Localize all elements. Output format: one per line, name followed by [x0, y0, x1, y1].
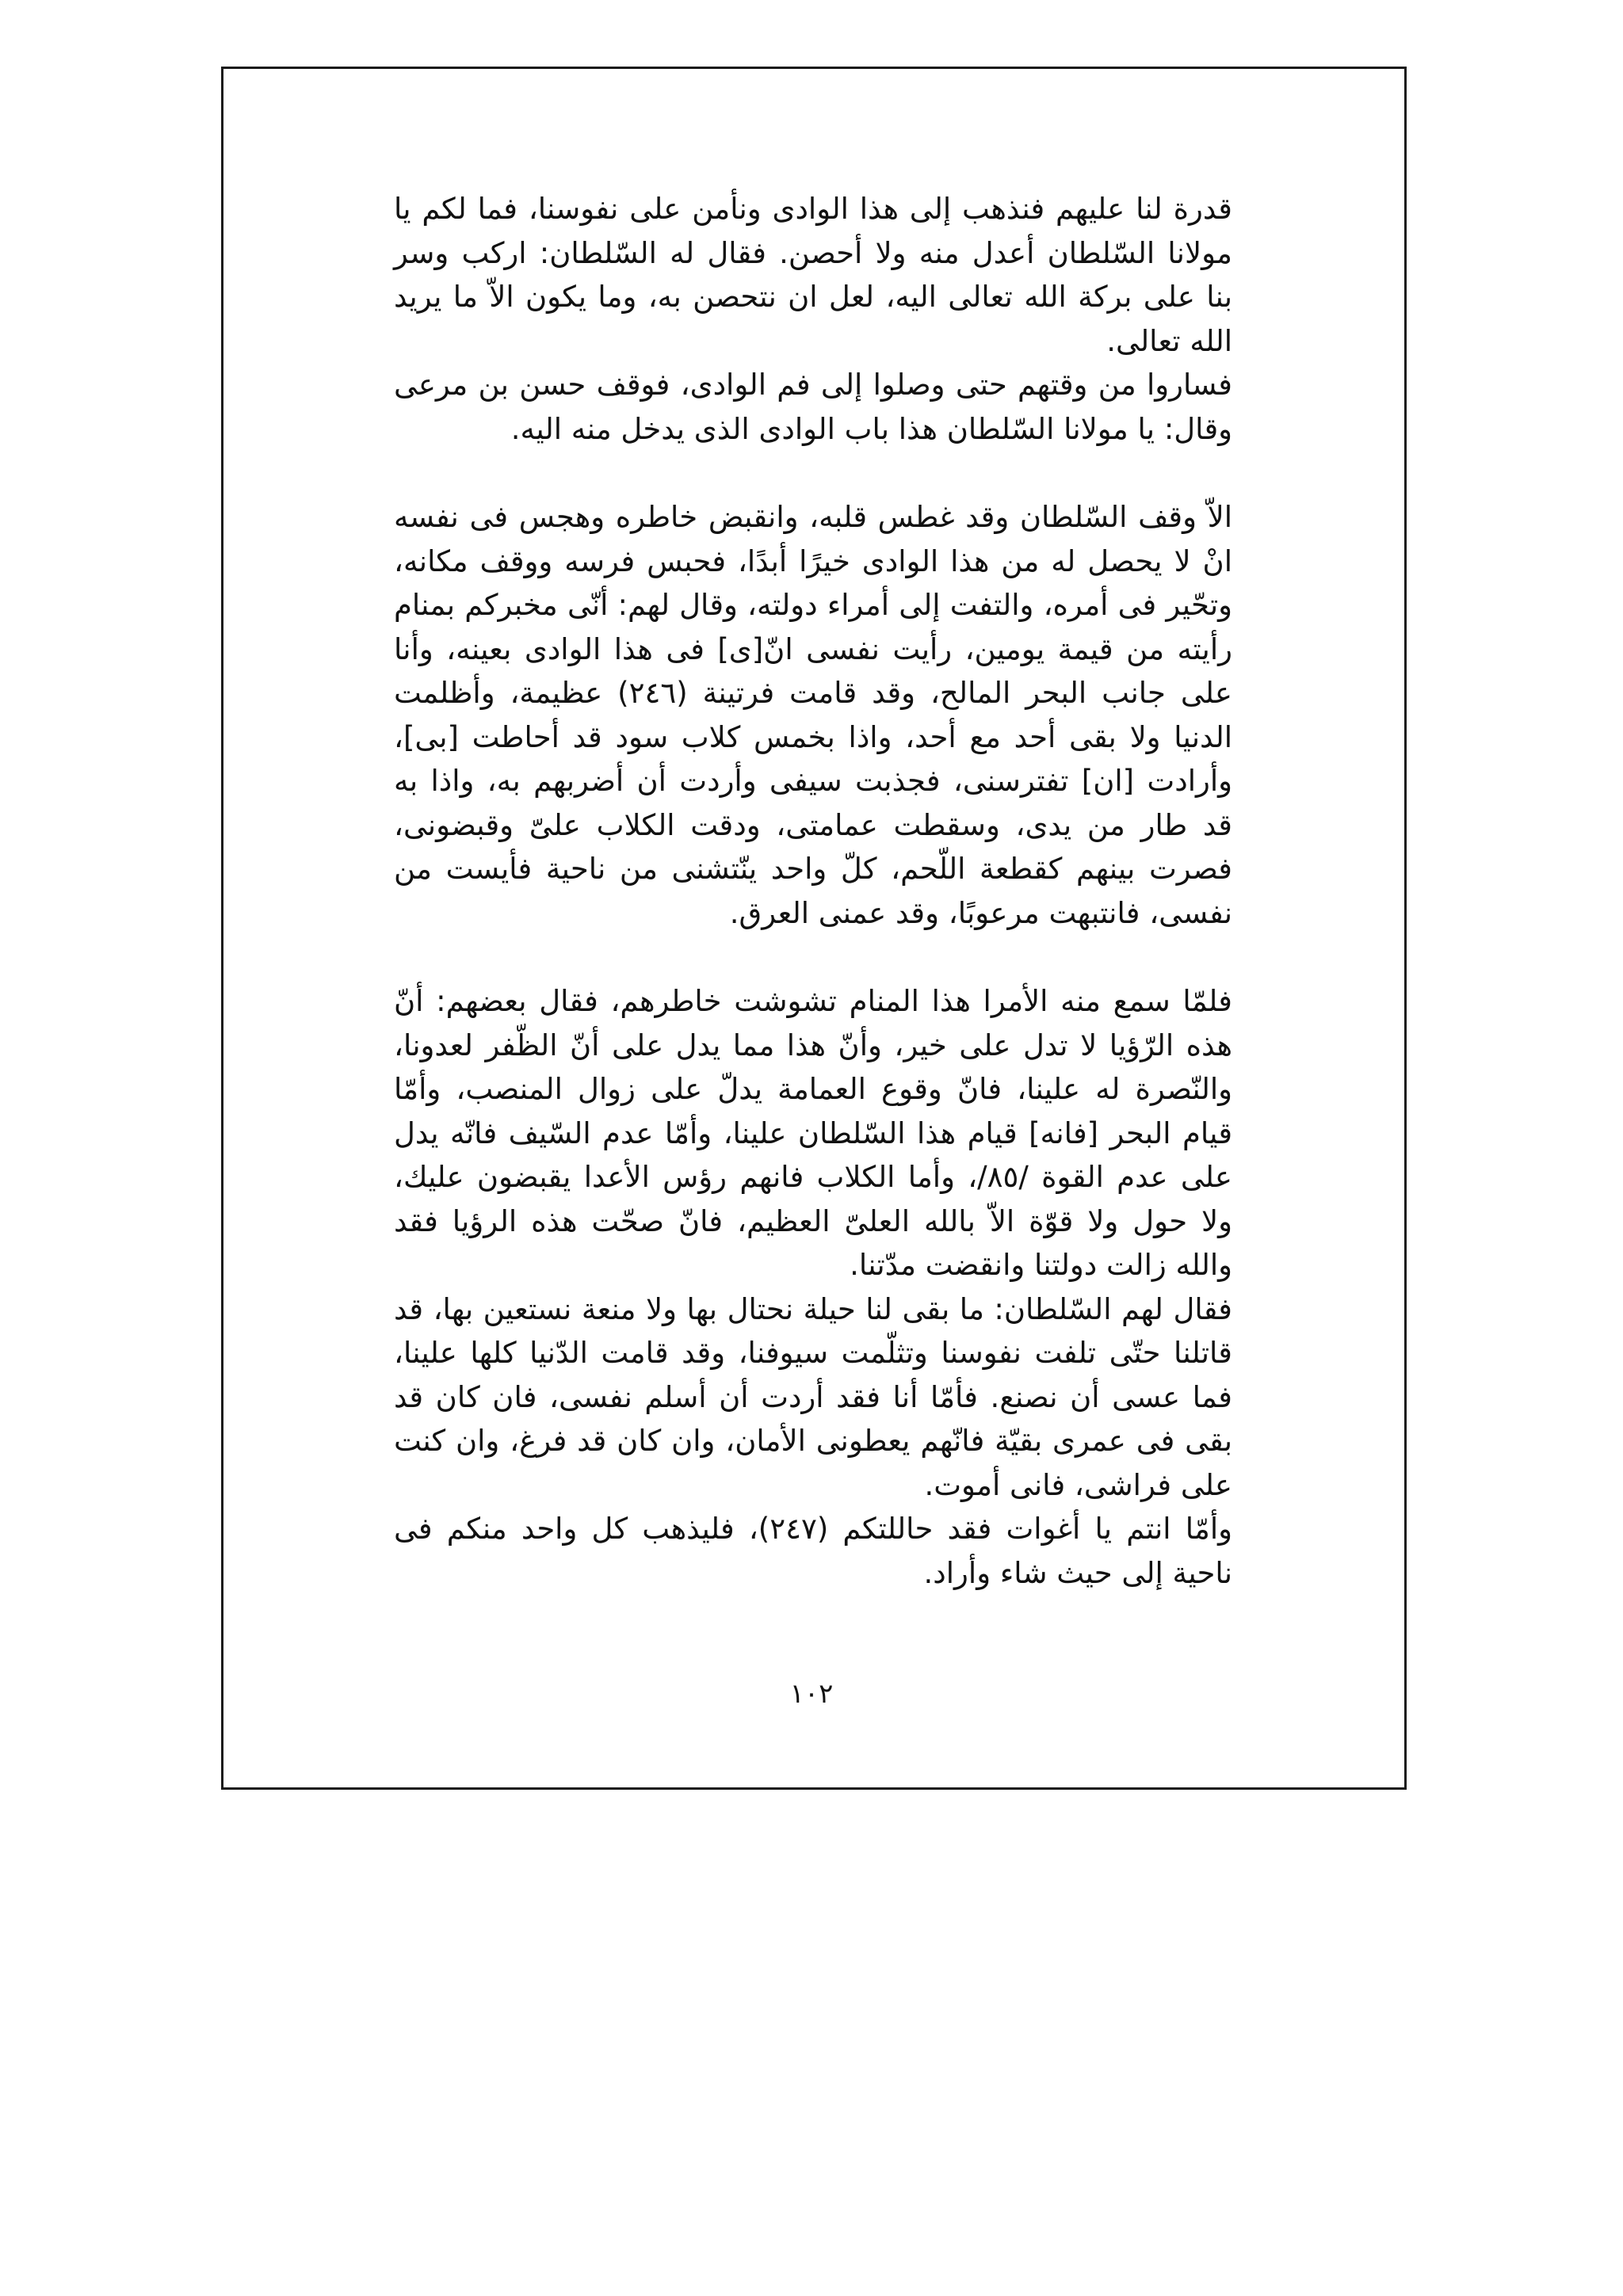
paragraph-6: وأمّا انتم يا أغوات فقد حاللتكم (٢٤٧)، فليذهب كل واحد منكم فى ناحية إلى حيث شاء وأراد.	[394, 1512, 1232, 1590]
paragraph-4: فلمّا سمع منه الأمرا هذا المنام تشوشت خاطرهم، فقال بعضهم: أنّ هذه الرّؤيا لا تدل على خير، وأنّ هذا مما يدل على أنّ الظّفر لعدونا، والنّصرة له علينا، فانّ وقوع العمامة يدلّ على زوال المنصب، وأمّا قيام البحر [فانه] قيام هذا السّلطان علينا، وأمّا عدم السّيف فانّه يدل على عدم القوة /٨٥/، وأما الكلاب فانهم رؤس الأعدا يقبضون عليك، ولا حول ولا قوّة الاّ بالله العلىّ العظيم، فانّ صحّت هذه الرؤيا فقد والله زالت دولتنا وانقضت مدّتنا.	[394, 984, 1232, 1282]
page-number: ١٠٢	[789, 1678, 834, 1710]
paragraph-3: الاّ وقف السّلطان وقد غطس قلبه، وانقبض خاطره وهجس فى نفسه انْ لا يحصل له من هذا الوادى خيرًا أبدًا، فحبس فرسه ووقف مكانه، وتحّير فى أمره، والتفت إلى أمراء دولته، وقال لهم: أنّى مخبركم بمنام رأيته من قيمة يومين، رأيت نفسى انّ[ى] فى هذا الوادى بعينه، وأنا على جانب البحر المالح، وقد قامت فرتينة (٢٤٦) عظيمة، وأظلمت الدنيا ولا بقى أحد مع أحد، واذا بخمس كلاب سود قد أحاطت [بى]، وأرادت [ان] تفترسنى، فجذبت سيفى وأردت أن أضربهم به، واذا به قد طار من يدى، وسقطت عمامتى، ودقت الكلاب علىّ وقبضونى، فصرت بينهم كقطعة اللّحم، كلّ واحد ينّتشنى من ناحية فأيست من نفسى، فانتبهت مرعوبًا، وقد عمنى العرق.	[394, 500, 1232, 930]
paragraph-2: فساروا من وقتهم حتى وصلوا إلى فم الوادى، فوقف حسن بن مرعى وقال: يا مولانا السّلطان هذا باب الوادى الذى يدخل منه اليه.	[394, 368, 1232, 446]
body-text	[394, 187, 1232, 1595]
paragraph-1: قدرة لنا عليهم فنذهب إلى هذا الوادى ونأمن على نفوسنا، فما لكم يا مولانا السّلطان أعدل منه ولا أحصن. فقال له السّلطان: اركب وسر بنا على بركة الله تعالى اليه، لعل ان نتحصن به، وما يكون الاّ ما يريد الله تعالى.	[394, 192, 1232, 358]
paragraph-5: فقال لهم السّلطان: ما بقى لنا حيلة نحتال بها ولا منعة نستعين بها، قد قاتلنا حتّى تلفت نفوسنا وتثلّمت سيوفنا، وقد قامت الدّنيا كلها علينا، فما عسى أن نصنع. فأمّا أنا فقد أردت أن أسلم نفسى، فان كان قد بقى فى عمرى بقيّة فانّهم يعطونى الأمان، وان كان قد فرغ، وان كنت على فراشى، فانى أموت.	[394, 1291, 1232, 1502]
